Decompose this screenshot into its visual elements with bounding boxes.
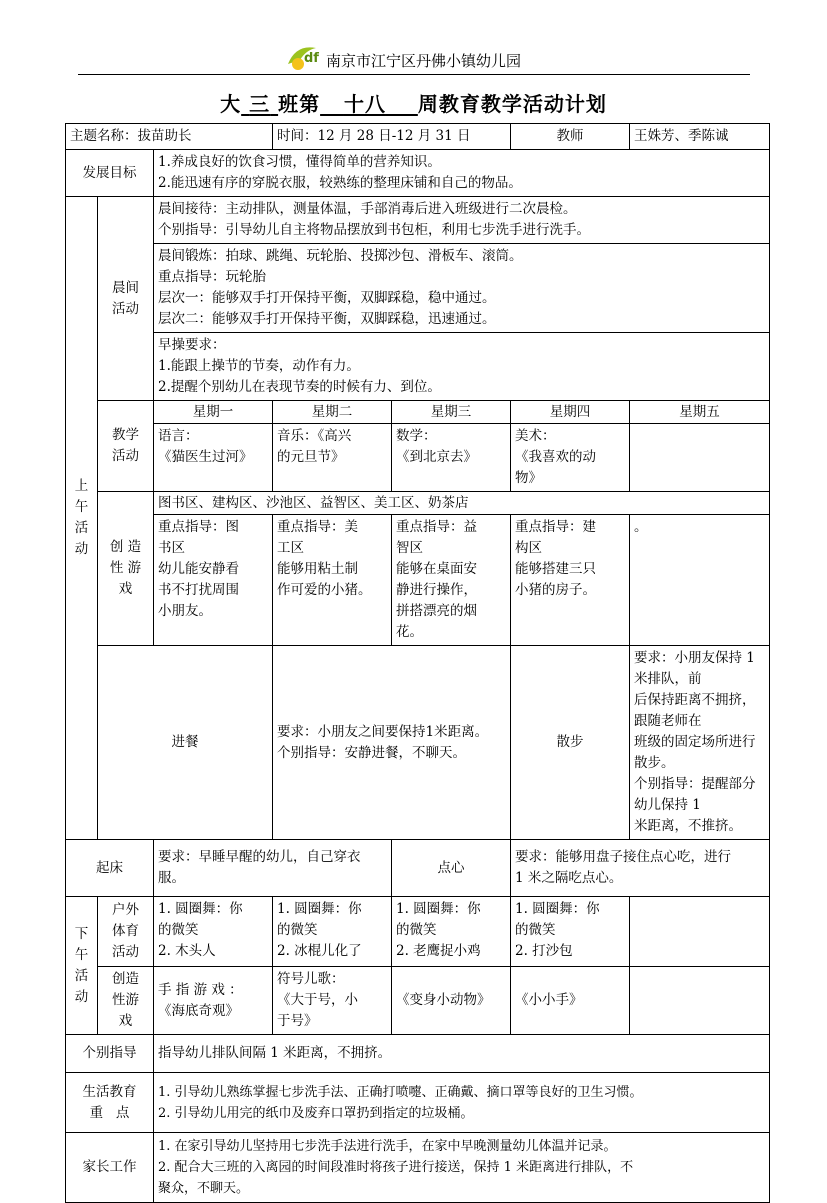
exercise-row <box>66 244 770 333</box>
teaching-mon: 语言： 《猫医生过河》 <box>154 424 273 492</box>
snack-content: 要求：能够用盘子接住点心吃，进行 1 米之隔吃点心。 <box>511 840 770 897</box>
afternoon-creative-tue: 符号儿歌： 《大于号，小 于号》 <box>273 967 392 1035</box>
outdoor-thu: 1. 圆圈舞：你 的微笑 2. 打沙包 <box>511 897 630 967</box>
goals-content: 1.养成良好的饮食习惯，懂得简单的营养知识。 2.能迅速有序的穿脱衣服，较熟练的整理床铺和自己的物品。 <box>154 150 770 197</box>
time-cell: 时间：12 月 28 日-12 月 31 日 <box>273 124 511 150</box>
creative-areas-row <box>66 492 770 515</box>
creative-row <box>66 515 770 646</box>
teacher-label: 教师 <box>511 124 630 150</box>
teaching-fri <box>630 424 770 492</box>
wake-label: 起床 <box>66 840 154 897</box>
afternoon-creative-wed: 《变身小动物》 <box>392 967 511 1035</box>
svg-text:df: df <box>304 51 319 66</box>
parents-row <box>66 1133 770 1203</box>
reception-row <box>66 197 770 244</box>
header-divider <box>78 74 750 75</box>
info-row <box>66 124 770 150</box>
outdoor-fri <box>630 897 770 967</box>
morning-activity-label: 晨间 活动 <box>98 197 154 401</box>
afternoon-creative-mon: 手 指 游 戏 ： 《海底奇观》 <box>154 967 273 1035</box>
teaching-wed: 数学： 《到北京去》 <box>392 424 511 492</box>
theme-cell: 主题名称：拔苗助长 <box>66 124 273 150</box>
walk-content: 要求：小朋友保持 1 米排队，前 后保持距离不拥挤，跟随老师在 班级的固定场所进行散步。 个别指导：提醒部分幼儿保持 1 米距离，不推挤。 <box>630 646 770 840</box>
teacher-names: 王姝芳、季陈诚 <box>630 124 770 150</box>
creative-fri: 。 <box>630 515 770 646</box>
class-name: 三 <box>249 92 271 116</box>
guidance-content: 指导幼儿排队间隔 1 米距离，不拥挤。 <box>154 1035 770 1073</box>
life-row <box>66 1073 770 1133</box>
teaching-label: 教学 活动 <box>98 401 154 492</box>
creative-tue: 重点指导：美 工区 能够用粘土制 作可爱的小猪。 <box>273 515 392 646</box>
weekday-mon: 星期一 <box>154 401 273 424</box>
outdoor-label: 户外 体育 活动 <box>98 897 154 967</box>
guidance-row <box>66 1035 770 1073</box>
weekday-tue: 星期二 <box>273 401 392 424</box>
weekday-fri: 星期五 <box>630 401 770 424</box>
goals-row <box>66 150 770 197</box>
life-label: 生活教育 重 点 <box>66 1073 154 1133</box>
creative-areas: 图书区、建构区、沙池区、益智区、美工区、奶茶店 <box>154 492 770 515</box>
page-header <box>0 36 827 76</box>
outdoor-row <box>66 897 770 967</box>
creative-mon: 重点指导：图 书区 幼儿能安静看 书不打扰周围 小朋友。 <box>154 515 273 646</box>
weekday-header-row <box>66 401 770 424</box>
goals-label: 发展目标 <box>66 150 154 197</box>
teaching-row <box>66 424 770 492</box>
afternoon-creative-row <box>66 967 770 1035</box>
meal-label: 进餐 <box>98 646 273 840</box>
meal-content: 要求：小朋友之间要保持1米距离。 个别指导：安静进餐，不聊天。 <box>273 646 511 840</box>
teaching-thu: 美术： 《我喜欢的动 物》 <box>511 424 630 492</box>
reception-content: 晨间接待：主动排队，测量体温，手部消毒后进入班级进行二次晨检。 个别指导：引导幼儿自主将物品摆放到书包柜，利用七步洗手进行洗手。 <box>154 197 770 244</box>
kindergarten-logo <box>286 42 322 72</box>
page-title: 大 三 班第 十八 周教育教学活动计划 <box>220 92 607 116</box>
morning-section-label: 上 午 活 动 <box>66 197 98 840</box>
weekly-plan-table <box>65 123 770 1203</box>
exercise-content: 晨间锻炼：拍球、跳绳、玩轮胎、投掷沙包、滑板车、滚筒。 重点指导：玩轮胎 层次一：能够双手打开保持平衡，双脚踩稳，稳中通过。 层次二：能够双手打开保持平衡，双脚踩稳，迅速通过。 <box>154 244 770 333</box>
school-name: 南京市江宁区丹佛小镇幼儿园 <box>326 52 522 70</box>
weekday-thu: 星期四 <box>511 401 630 424</box>
parents-label: 家长工作 <box>66 1133 154 1203</box>
week-number: 十八 <box>343 92 386 116</box>
outdoor-tue: 1. 圆圈舞：你 的微笑 2. 冰棍儿化了 <box>273 897 392 967</box>
guidance-label: 个别指导 <box>66 1035 154 1073</box>
wake-row <box>66 840 770 897</box>
afternoon-creative-label: 创造 性游 戏 <box>98 967 154 1035</box>
outdoor-wed: 1. 圆圈舞：你 的微笑 2. 老鹰捉小鸡 <box>392 897 511 967</box>
afternoon-section-label: 下 午 活 动 <box>66 897 98 1035</box>
parents-content: 1. 在家引导幼儿坚持用七步洗手法进行洗手，在家中早晚测量幼儿体温并记录。 2. 配合大三班的入离园的时间段准时将孩子进行接送，保持 1 米距离进行排队，不 聚众，不聊天。 <box>154 1133 770 1203</box>
drill-content: 早操要求： 1.能跟上操节的节奏，动作有力。 2.提醒个别幼儿在表现节奏的时候有力、到位。 <box>154 333 770 401</box>
wake-content: 要求：早睡早醒的幼儿，自己穿衣 服。 <box>154 840 392 897</box>
meal-row <box>66 646 770 840</box>
walk-label: 散步 <box>511 646 630 840</box>
creative-label: 创 造 性 游 戏 <box>98 492 154 646</box>
afternoon-creative-fri <box>630 967 770 1035</box>
snack-label: 点心 <box>392 840 511 897</box>
outdoor-mon: 1. 圆圈舞：你 的微笑 2. 木头人 <box>154 897 273 967</box>
weekday-wed: 星期三 <box>392 401 511 424</box>
creative-thu: 重点指导：建 构区 能够搭建三只 小猪的房子。 <box>511 515 630 646</box>
drill-row <box>66 333 770 401</box>
life-content: 1. 引导幼儿熟练掌握七步洗手法、正确打喷嚏、正确戴、摘口罩等良好的卫生习惯。 2. 引导幼儿用完的纸巾及废弃口罩扔到指定的垃圾桶。 <box>154 1073 770 1133</box>
teaching-tue: 音乐：《高兴 的元旦节》 <box>273 424 392 492</box>
afternoon-creative-thu: 《小小手》 <box>511 967 630 1035</box>
creative-wed: 重点指导：益 智区 能够在桌面安 静进行操作， 拼搭漂亮的烟 花。 <box>392 515 511 646</box>
